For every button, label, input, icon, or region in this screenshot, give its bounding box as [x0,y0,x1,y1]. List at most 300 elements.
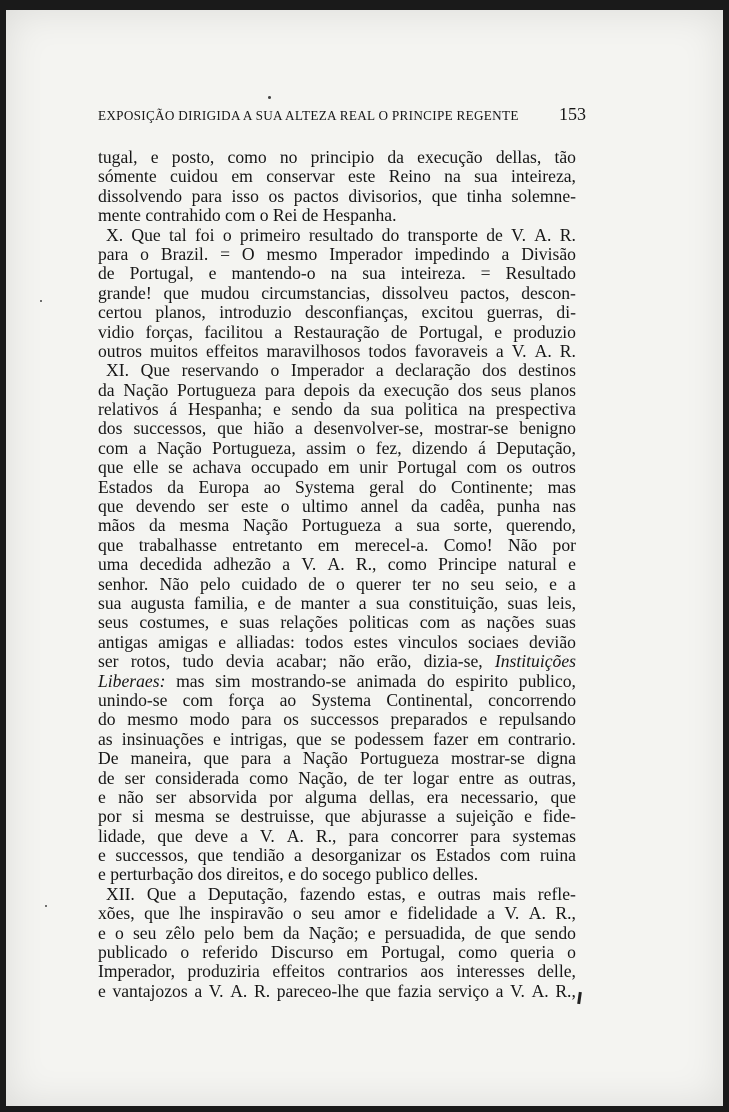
text-line [98,904,576,923]
text-line [98,730,576,749]
word: dos [482,360,507,381]
word: Hespanha; [187,399,263,420]
word: e [98,786,106,807]
word: sua [474,166,498,187]
word: descon- [521,282,576,303]
word: Não [507,534,538,555]
word: da [148,515,166,536]
word: effeitos [205,340,259,361]
word: entretanto [232,534,303,555]
word: Divisão [521,243,576,264]
word: sua [370,399,395,420]
word: e [220,612,229,633]
text-line [98,594,576,613]
word: nações [486,612,535,633]
word: da [98,379,115,400]
word: concorrendo [488,689,576,710]
word: Systema [311,689,372,710]
word: R. [253,980,271,1001]
word: sim [215,670,241,691]
text-line [98,284,576,303]
word: refle- [537,883,576,904]
word: vantajozos [112,980,188,1001]
word: absorvida [188,786,257,807]
word: querer [356,573,401,594]
word: sua [375,592,400,613]
word: elle [133,457,159,478]
word: devendo [135,496,196,517]
word: de [474,922,492,943]
word: fazer [433,728,469,749]
word: A. [534,224,552,245]
word: Portugueza, [212,437,296,458]
word: mesma [179,515,230,536]
word: A. [230,980,248,1001]
word: politicas [349,612,409,633]
word: que [98,496,124,517]
word: divisorios, [348,185,423,206]
word: sendo [534,922,576,943]
word: desorganizar [311,845,401,866]
word: no [279,147,298,167]
word: vidio [98,321,135,342]
word: Portugueza [176,379,257,400]
word: espirito [455,670,509,691]
word: forças, [145,321,193,342]
word: a [282,554,291,575]
word: ultimo [302,496,348,517]
word: força [228,689,265,710]
text-line [98,827,576,846]
word: tendião [232,845,285,866]
word: R., [555,903,576,924]
word: XI. [106,360,129,381]
word: assim [306,437,347,458]
word: mostrar-se [450,748,525,769]
word: que [163,282,189,303]
word: tão [554,147,576,167]
word: Portugal [397,457,457,478]
word: interesses [456,961,525,982]
word: a [501,243,510,264]
word: Como! [443,534,493,555]
word: que [365,980,391,1001]
word: da [358,379,376,400]
word: do [427,670,445,691]
word: Europa [198,476,250,497]
word: por [98,806,122,827]
word: dissolvendo [98,185,183,206]
text-line [98,458,576,477]
text-line [98,478,576,497]
word: modo [189,709,230,730]
word: V. [510,980,525,1001]
word: unindo-se [98,689,168,710]
word: ser [207,496,229,517]
word: favoraveis [414,340,488,361]
word: vinculos [398,631,458,652]
word: fide- [542,806,576,827]
word: di- [556,302,576,323]
word: e [98,845,106,866]
word: Imperador [290,360,365,381]
word: que [203,748,229,769]
word: os [268,185,285,206]
word: Discurso [270,942,334,963]
text-line [98,943,576,962]
word: effeitos [272,961,325,982]
word: fazia [397,980,432,1001]
running-title: EXPOSIÇÃO DIRIGIDA A SUA ALTEZA REAL O PRINCIPE REGENTE [98,108,519,123]
word: Estados [98,476,153,497]
word: grande! [98,282,152,303]
word: muitos [150,340,198,361]
word: hião [253,418,284,439]
word: Nação [123,379,169,400]
word: solemne- [511,185,576,206]
word: sua [98,592,122,613]
word: que [197,845,224,866]
page-number: 153 [559,104,586,124]
word: Principe [438,554,497,575]
word: para [348,825,379,846]
word: A. [531,980,549,1001]
word: mesma [154,806,205,827]
word: este [347,166,376,187]
word: em [477,728,499,749]
word: repulsando [498,709,576,730]
word: as [461,612,476,633]
word: os [410,845,427,866]
text-line [98,187,576,206]
word: V. [511,224,526,245]
word: lhe [179,903,201,924]
word: tudo [182,651,214,672]
word: Nação [302,748,348,769]
word: como [227,147,267,167]
word: destinos [518,360,576,381]
word: seus [491,379,522,400]
word: aos [420,961,444,982]
word: com [466,457,497,478]
word: manter [300,592,350,613]
word: a [495,980,504,1001]
word: de [274,592,292,613]
word: do [98,709,116,730]
word: reservando [181,360,259,381]
word: depois [303,379,350,400]
word: A. [286,825,304,846]
word: para [191,185,222,206]
word: que [98,457,124,478]
word: maravilhosos [266,340,361,361]
word: em [317,534,340,555]
word: acabar; [276,651,327,672]
word: alliadas: [236,631,295,652]
paper-speck [40,300,42,302]
word: queria [510,942,555,963]
word: excitou [421,302,474,323]
word: querendo, [506,515,576,536]
word: O [241,243,255,264]
word: mas [176,670,205,691]
word: Que [140,360,170,381]
word: natural [508,554,557,575]
word: Portugal, [129,263,194,284]
word: á [169,399,178,420]
word: tal [169,224,187,245]
text-line [98,264,576,283]
word: Nação [243,515,288,536]
text-line [98,885,576,904]
text-line [98,439,576,458]
word: Nação, [298,767,348,788]
word: delle, [537,961,576,982]
word: do [381,224,400,245]
text-line: e perturbação dos direitos, e do socego publico delles. [98,864,479,885]
word: impedindo [414,243,490,264]
word: a [283,748,291,769]
word: contrario. [507,728,576,749]
word: Liberaes: [98,670,166,691]
word: Deputação, [207,883,288,904]
word: R., [315,825,337,846]
text-line [98,245,576,264]
word: Imperador [329,243,403,264]
word: que [550,786,576,807]
word: transporte [407,224,478,245]
word: Systema [294,476,355,497]
word: não [118,786,144,807]
word: ao [279,689,297,710]
word: a [138,437,147,458]
text-line [98,613,576,632]
word: contrarios [337,961,408,982]
word: era [426,786,449,807]
text-line [98,167,576,186]
word: e [389,903,398,924]
word: o [270,360,280,381]
word: V. [259,825,275,846]
word: publicado [98,942,168,963]
word: que [157,825,183,846]
word: a [188,883,196,904]
word: o [140,243,149,264]
word: = [220,243,231,264]
word: dos [98,418,123,439]
word: dellas, [495,147,542,167]
word: em [346,942,368,963]
word: pareceo-lhe [276,980,359,1001]
word: as [98,728,113,749]
word: na [330,263,348,284]
word: se [330,728,346,749]
word: Portugal, [381,942,446,963]
word: persuadida, [384,922,466,943]
word: á [478,437,486,458]
word: conservar [266,166,335,187]
word: seu [132,922,157,943]
word: inteireza. [400,263,466,284]
word: successos, [133,418,207,439]
word: e [272,399,281,420]
text-line [98,982,576,1001]
word: Portugal, [418,321,483,342]
word: V. [511,340,527,361]
word: o [292,903,302,924]
word: Portugueza [301,515,381,536]
word: pactos [293,185,339,206]
word: resultado [308,224,374,245]
word: xões, [98,903,135,924]
word: outros [531,457,576,478]
word: produziria [187,961,260,982]
word: = [480,263,491,284]
word: insinuações [121,728,204,749]
word: com [98,437,129,458]
word: inteireza, [511,166,576,187]
word: desconfianças, [305,302,409,323]
word: as [503,767,519,788]
word: mantendo-o [231,263,316,284]
text-line [98,226,576,245]
word: de [98,263,115,284]
word: cuidou [170,166,218,187]
word: senhor. [98,573,149,594]
word: ser [124,767,146,788]
word: sua [416,515,440,536]
text-line [98,846,576,865]
text-line: mente contrahido com o Rei de Hespanha. [98,205,397,226]
word: a [194,980,203,1001]
word: pactos, [460,282,510,303]
word: devião [529,631,576,652]
text-line [98,710,576,729]
word: para [470,825,501,846]
word: mais [492,883,526,904]
word: para [240,748,272,769]
word: amigas [158,631,208,652]
word: por [552,534,576,555]
word: suas [545,612,576,633]
word: que [431,185,458,206]
word: posto, [171,147,215,167]
word: Brazil. [160,243,209,264]
word: abjurasse [361,806,427,827]
word: dos [457,379,483,400]
word: Reino [388,166,431,187]
word: decedida [139,554,203,575]
word: a [568,573,576,594]
word: logar [412,767,449,788]
word: sociaes [467,631,519,652]
word: serviço [438,980,490,1001]
word: seio, [505,573,538,594]
word: de [98,767,115,788]
word: o [356,437,366,458]
word: e [568,554,576,575]
word: dissolveu [381,282,449,303]
word: suas [239,612,270,633]
word: inspiravão [210,903,284,924]
word: isso [231,185,259,206]
word: sujeição [455,806,514,827]
word: seu [470,573,495,594]
word: constituição, [408,592,499,613]
word: e [257,592,266,613]
word: o [567,942,576,963]
text-line [98,691,576,710]
word: que [296,728,322,749]
word: dizia-se, [423,651,483,672]
word: outras, [528,767,576,788]
word: estas, [367,883,406,904]
word: a [274,321,283,342]
word: como [387,554,427,575]
text-line [98,749,576,768]
word: os [283,709,299,730]
word: V. [504,903,520,924]
word: A. [528,903,546,924]
word: lidade, [98,825,146,846]
word: unir [359,457,388,478]
word: tugal, [98,147,138,167]
word: mostrar-se [434,418,509,439]
word: em [231,166,253,187]
word: sua [362,263,386,284]
word: successos [310,709,379,730]
text-line [98,807,576,826]
word: geral [369,476,405,497]
word: familia, [193,592,249,613]
word: que [144,903,170,924]
word: Que [146,883,177,904]
word: com [182,689,213,710]
word: A. [534,340,552,361]
word: e [417,883,426,904]
word: circumstancias, [261,282,371,303]
word: Continente; [450,476,534,497]
word: V. [301,554,317,575]
text-line [98,575,576,594]
word: mostrando-se [251,670,347,691]
word: bem [243,922,274,943]
word: ser [155,786,177,807]
word: foi [194,224,215,245]
word: antigas [98,631,148,652]
text-line [98,342,576,361]
word: Restauração [293,321,380,342]
word: de [308,573,325,594]
word: R., [355,554,377,575]
word: De [98,748,119,769]
word: e [367,922,376,943]
word: fez, [375,437,402,458]
word: todos [305,631,344,652]
body-text [98,148,576,1001]
word: o [180,942,190,963]
word: e [98,922,106,943]
word: animada [356,670,417,691]
word: maneira, [130,748,192,769]
word: certou [98,302,142,323]
word: cuidado [241,573,298,594]
word: introduzio [219,302,292,323]
word: para [241,709,272,730]
word: em [328,457,350,478]
word: ter [384,767,403,788]
word: rotos, [130,651,171,672]
